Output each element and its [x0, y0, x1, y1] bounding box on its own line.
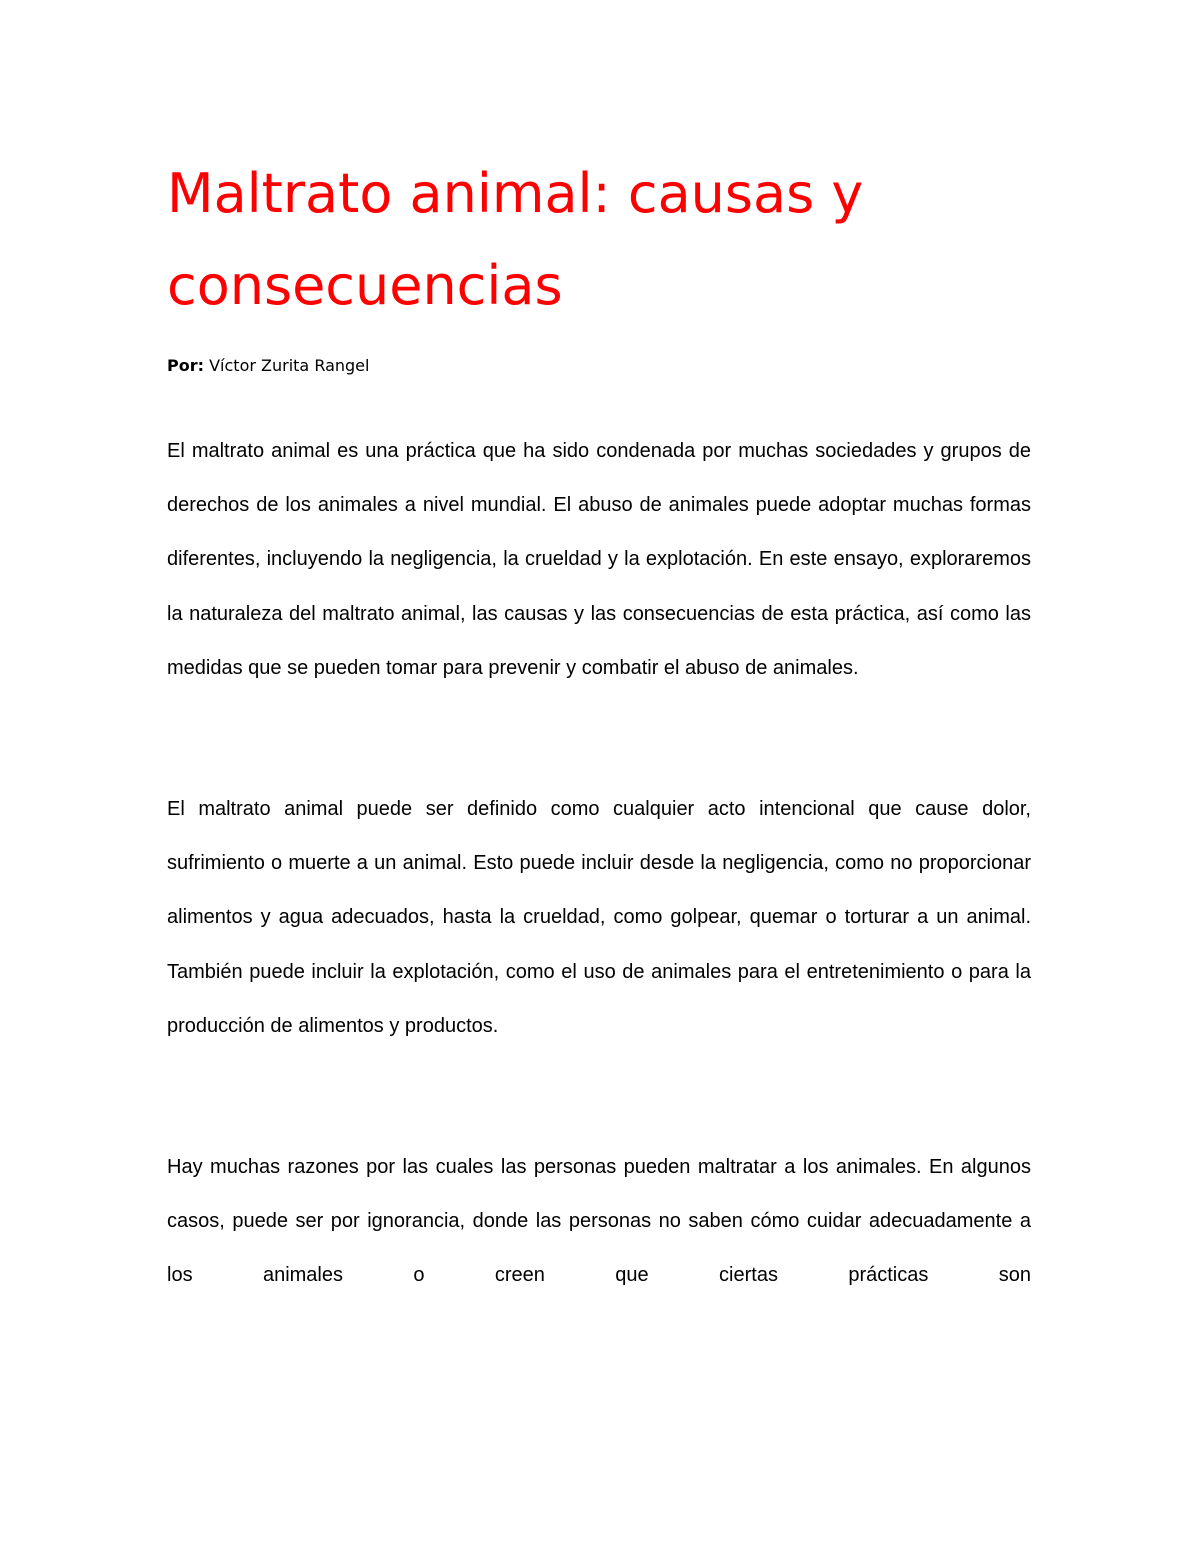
byline-label: Por: [167, 356, 205, 375]
document-content [167, 148, 1031, 1303]
byline-author: Víctor Zurita Rangel [209, 356, 370, 375]
paragraph-3: Hay muchas razones por las cuales las personas pueden maltratar a los animales. En algunos casos, puede ser por ignorancia, donde las personas no saben cómo cuidar adecuadamente a los animales o creen que ciertas prácticas son [167, 1156, 1031, 1287]
byline [167, 354, 1031, 378]
paragraph-2: El maltrato animal puede ser definido como cualquier acto intencional que cause dolor, sufrimiento o muerte a un animal. Esto puede incluir desde la negligencia, como no proporcionar alimentos y agua adecuados, hasta la crueldad, como golpear, quemar o torturar a un animal. También puede incluir la explotación, como el uso de animales para el entretenimiento o para la producción de alimentos y productos. [167, 798, 1031, 1037]
body-text [167, 424, 1031, 1303]
paragraph-1: El maltrato animal es una práctica que ha sido condenada por muchas sociedades y grupos de derechos de los animales a nivel mundial. El abuso de animales puede adoptar muchas formas diferentes, incluyendo la negligencia, la crueldad y la explotación. En este ensayo, exploraremos la naturaleza del maltrato animal, las causas y las consecuencias de esta práctica, así como las medidas que se pueden tomar para prevenir y combatir el abuso de animales. [167, 440, 1031, 679]
document-title: Maltrato animal: causas y consecuencias [167, 162, 864, 317]
